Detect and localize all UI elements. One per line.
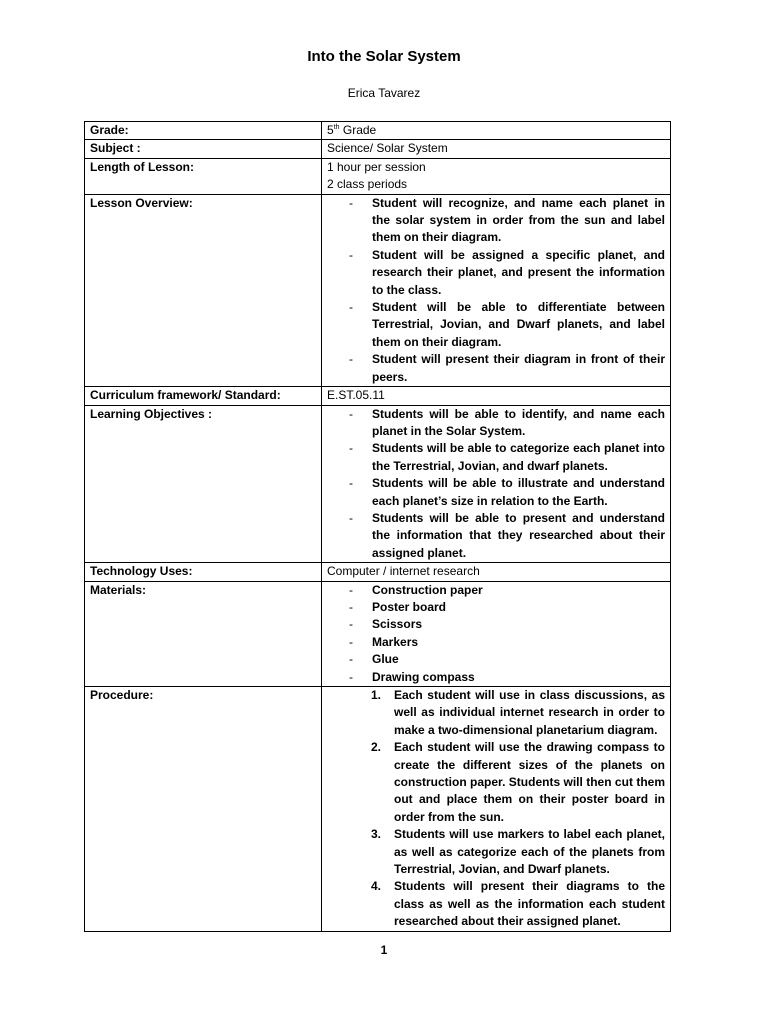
table-row-technology: [85, 563, 671, 581]
table-row-overview: [85, 194, 671, 386]
grade-value: [322, 122, 671, 140]
length-line: 2 class periods: [327, 177, 408, 192]
materials-label: Materials:: [85, 581, 322, 686]
procedure-value: [322, 687, 671, 932]
objectives-list: [327, 406, 665, 563]
list-item: - Student will present their diagram in front of their peers.: [349, 352, 665, 384]
objectives-value: [322, 405, 671, 563]
list-item: 2. Each student will use the drawing compass to create the different sizes of the planets on construction paper. Students will then cut them out and place them on their poster board in order from the sun.: [371, 740, 665, 824]
list-item: - Students will be able to identify, and name each planet in the Solar System.: [349, 406, 665, 438]
list-item: - Glue: [349, 652, 399, 667]
procedure-list: [327, 687, 665, 931]
table-row-grade: [85, 122, 671, 140]
lesson-plan-table: [84, 121, 671, 932]
table-row-objectives: [85, 405, 671, 563]
document-title: Into the Solar System: [307, 48, 461, 65]
length-label: Length of Lesson:: [85, 158, 322, 194]
grade-number: 5: [327, 123, 334, 137]
table-row-subject: [85, 140, 671, 158]
procedure-label: Procedure:: [85, 687, 322, 932]
table-row-length: [85, 158, 671, 194]
list-item: - Student will recognize, and name each planet in the solar system in order from the sun and label them on their diagram.: [349, 195, 665, 245]
list-item: 3. Students will use markers to label each planet, as well as categorize each of the planets from Terrestrial, Jovian, and Dwarf planets.: [371, 827, 665, 877]
objectives-label: Learning Objectives :: [85, 405, 322, 563]
table-row-procedure: [85, 687, 671, 932]
author-name: Erica Tavarez: [347, 86, 421, 100]
page-number: 1: [380, 943, 388, 957]
length-value: [322, 158, 671, 194]
list-item: - Markers: [349, 634, 419, 649]
list-item: 1. Each student will use in class discussions, as well as individual internet research in order to make a two-dimensional planetarium diagram.: [371, 688, 665, 737]
grade-label: Grade:: [85, 122, 322, 140]
grade-word: Grade: [339, 123, 377, 137]
standard-label: Curriculum framework/ Standard:: [85, 387, 322, 405]
list-item: - Poster board: [349, 599, 447, 614]
table-row-materials: [85, 581, 671, 686]
list-item: - Student will be able to differentiate between Terrestrial, Jovian, and Dwarf planets, and label them on their diagram.: [349, 300, 665, 349]
list-item: - Students will be able to categorize each planet into the Terrestrial, Jovian, and dwarf planets.: [349, 441, 665, 473]
list-item: - Student will be assigned a specific planet, and research their planet, and present the information to the class.: [349, 247, 665, 297]
list-item: - Construction paper: [349, 582, 483, 597]
list-item: - Students will be able to present and understand the information that they researched about their assigned planet.: [349, 510, 665, 560]
table-row-standard: [85, 387, 671, 405]
list-item: 4. Students will present their diagrams to the class as well as the information each student researched about their assigned planet.: [371, 879, 665, 929]
standard-value: E.ST.05.11: [322, 387, 671, 405]
overview-label: Lesson Overview:: [85, 194, 322, 386]
overview-list: [327, 195, 665, 386]
subject-value: Science/ Solar System: [322, 140, 671, 158]
list-item: - Drawing compass: [349, 669, 475, 684]
materials-list: [327, 582, 665, 686]
technology-value: Computer / internet research: [322, 563, 671, 581]
grade-suffix: th: [333, 124, 340, 131]
list-item: - Students will be able to illustrate and understand each planet’s size in relation to the Earth.: [349, 476, 665, 508]
materials-value: [322, 581, 671, 686]
technology-label: Technology Uses:: [85, 563, 322, 581]
overview-value: [322, 194, 671, 386]
subject-label: Subject :: [85, 140, 322, 158]
list-item: - Scissors: [349, 617, 423, 632]
length-line: 1 hour per session: [327, 159, 426, 174]
